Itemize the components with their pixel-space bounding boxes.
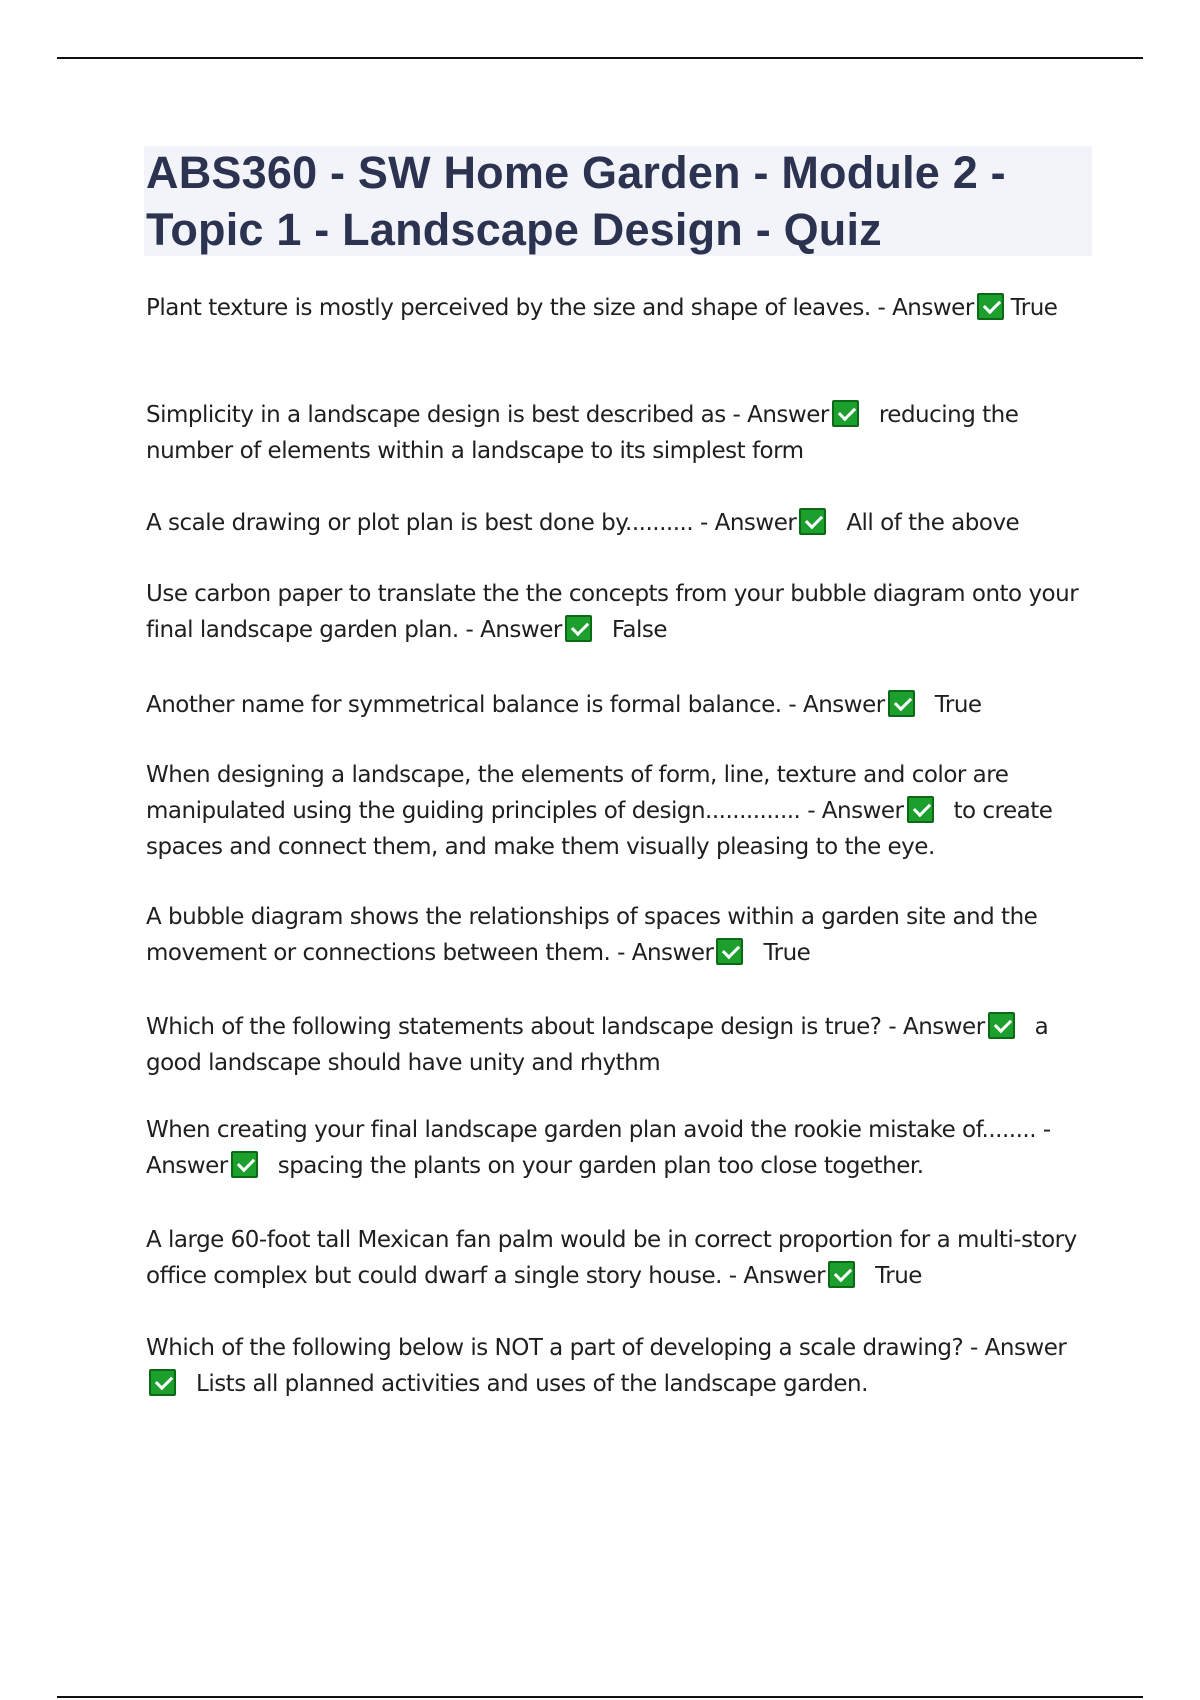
check-mark-icon xyxy=(907,796,934,823)
answer-label: - Answer xyxy=(617,940,714,966)
quiz-item-6 xyxy=(146,757,1091,865)
answer-label: - Answer xyxy=(728,1263,826,1289)
answer-text: True xyxy=(763,940,811,966)
check-mark-icon xyxy=(565,615,592,642)
quiz-item-2 xyxy=(146,397,1091,469)
quiz-item-1 xyxy=(146,290,1091,326)
bottom-rule xyxy=(57,1696,1143,1698)
check-mark-icon xyxy=(716,938,743,965)
answer-text: All of the above xyxy=(846,510,1020,536)
answer-label: - Answer xyxy=(807,798,904,824)
top-rule xyxy=(57,57,1143,59)
quiz-item-4 xyxy=(146,576,1091,648)
check-mark-icon xyxy=(149,1369,176,1396)
quiz-item-5 xyxy=(146,687,1091,723)
question-text: A large 60-foot tall Mexican fan palm would be in correct proportion for a multi-story office complex but could dwarf a single story house. xyxy=(146,1227,1077,1289)
answer-text: Lists all planned activities and uses of the landscape garden. xyxy=(196,1371,868,1397)
answer-label: - Answer xyxy=(888,1014,985,1040)
check-mark-icon xyxy=(231,1151,258,1178)
question-text: Another name for symmetrical balance is formal balance. xyxy=(146,692,782,718)
answer-text: True xyxy=(934,692,982,718)
answer-label: - Answer xyxy=(146,1117,1051,1179)
question-text: A bubble diagram shows the relationships of spaces within a garden site and the movement or connections between them. xyxy=(146,904,1038,966)
question-text: Plant texture is mostly perceived by the size and shape of leaves. xyxy=(146,295,871,321)
page-title: ABS360 - SW Home Garden - Module 2 - Topic 1 - Landscape Design - Quiz xyxy=(146,147,1006,255)
quiz-item-9 xyxy=(146,1112,1091,1184)
answer-label: - Answer xyxy=(465,617,562,643)
quiz-item-3 xyxy=(146,505,1091,541)
answer-text: to create spaces and connect them, and make them visually pleasing to the eye. xyxy=(146,798,1053,860)
question-text: Which of the following below is NOT a part of developing a scale drawing? xyxy=(146,1335,964,1361)
answer-label: - Answer xyxy=(877,295,974,321)
check-mark-icon xyxy=(988,1012,1015,1039)
quiz-item-11 xyxy=(146,1330,1091,1402)
check-mark-icon xyxy=(888,690,915,717)
quiz-item-10 xyxy=(146,1222,1091,1294)
answer-text: spacing the plants on your garden plan too close together. xyxy=(277,1153,924,1179)
answer-label: - Answer xyxy=(788,692,885,718)
answer-label: - Answer xyxy=(699,510,797,536)
answer-text: True xyxy=(1010,295,1058,321)
question-text: A scale drawing or plot plan is best done by.......... xyxy=(146,510,694,536)
answer-text: a good landscape should have unity and rhythm xyxy=(146,1014,1049,1076)
answer-text: True xyxy=(875,1263,922,1289)
check-mark-icon xyxy=(828,1261,855,1288)
check-mark-icon xyxy=(832,400,859,427)
answer-text: reducing the number of elements within a landscape to its simplest form xyxy=(146,402,1019,464)
question-text: Use carbon paper to translate the the concepts from your bubble diagram onto your final landscape garden plan. xyxy=(146,581,1079,643)
question-text: Simplicity in a landscape design is best described as xyxy=(146,402,726,428)
question-text: When designing a landscape, the elements of form, line, texture and color are manipulated using the guiding principles of design.............. xyxy=(146,762,1009,824)
check-mark-icon xyxy=(799,508,826,535)
question-text: When creating your final landscape garden plan avoid the rookie mistake of........ xyxy=(146,1117,1037,1143)
quiz-item-7 xyxy=(146,899,1091,971)
question-text: Which of the following statements about landscape design is true? xyxy=(146,1014,882,1040)
answer-text: False xyxy=(611,617,668,643)
answer-label: - Answer xyxy=(732,402,829,428)
answer-label: - Answer xyxy=(970,1335,1067,1361)
quiz-item-8 xyxy=(146,1009,1091,1081)
check-mark-icon xyxy=(977,293,1004,320)
